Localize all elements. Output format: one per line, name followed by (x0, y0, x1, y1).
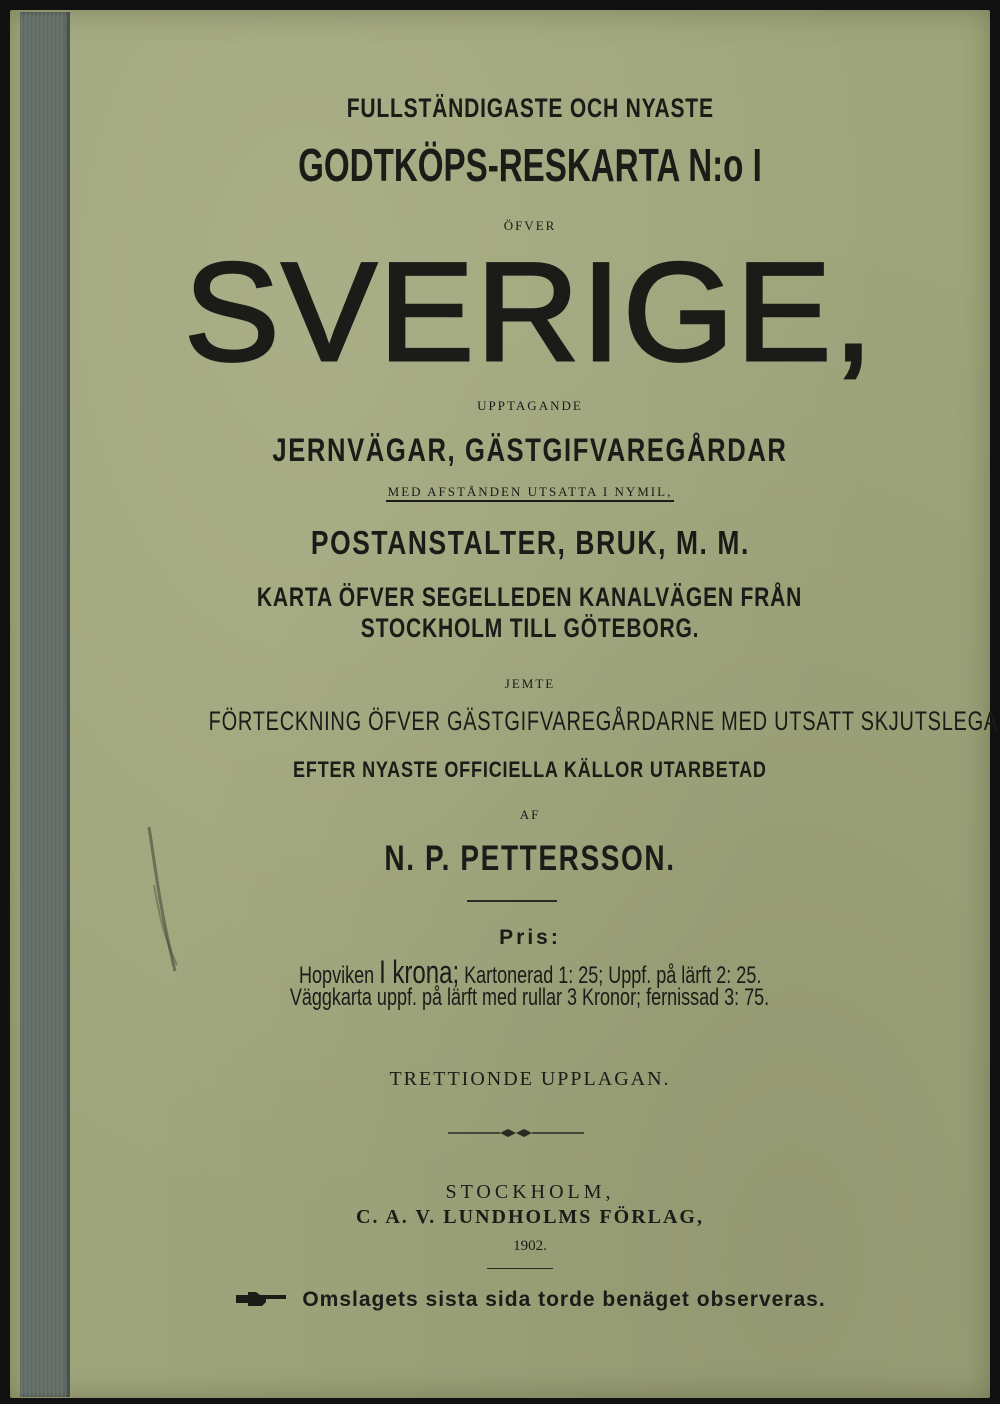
subtitle-line-13: EFTER NYASTE OFFICIELLA KÄLLOR UTARBETAD (293, 757, 767, 782)
publisher-city: STOCKHOLM, (445, 1181, 615, 1203)
pointing-hand-icon (234, 1289, 290, 1309)
price-line-2: Väggkarta uppf. på lärft med rullar 3 Kronor; fernissad 3: 75. (290, 984, 770, 1011)
ornament-divider-icon (448, 1126, 584, 1140)
subtitle-line-6: JERNVÄGAR, GÄSTGIFVAREGÅRDAR (272, 432, 788, 468)
subtitle-line-11: JEMTE (504, 676, 556, 691)
divider-rule (467, 900, 557, 902)
publisher-year: 1902. (513, 1238, 547, 1254)
page-title: SVERIGE, (184, 233, 876, 390)
publisher-name: C. A. V. LUNDHOLMS FÖRLAG, (356, 1206, 704, 1228)
subtitle-line-1: FULLSTÄNDIGASTE OCH NYASTE (346, 93, 714, 123)
subtitle-line-9: KARTA ÖFVER SEGELLEDEN KANALVÄGEN FRÅN (257, 582, 803, 612)
subtitle-line-2: GODTKÖPS-RESKARTA N:o I (298, 139, 762, 191)
subtitle-line-10: STOCKHOLM TILL GÖTEBORG. (360, 613, 700, 643)
subtitle-line-5: UPPTAGANDE (477, 398, 583, 413)
subtitle-line-12: FÖRTECKNING ÖFVER GÄSTGIFVAREGÅRDARNE MED UTSATT SKJUTSLEGA (208, 706, 998, 736)
price-line-1: Hopviken I krona; Kartonerad 1: 25; Uppf. på lärft 2: 25. (298, 954, 762, 990)
subtitle-line-7: MED AFSTÅNDEN UTSATTA I NYMIL, (70, 484, 990, 500)
divider-rule-small (487, 1268, 553, 1269)
edition-text: TRETTIONDE UPPLAGAN. (389, 1068, 671, 1090)
book-spine (20, 12, 70, 1397)
author-name: N. P. PETTERSSON. (384, 839, 676, 878)
subtitle-line-8: POSTANSTALTER, BRUK, M. M. (310, 524, 750, 561)
subtitle-line-3: ÖFVER (503, 218, 557, 233)
footer-note: Omslagets sista sida torde benäget observeras. (70, 1288, 990, 1312)
subtitle-line-14: AF (519, 807, 541, 822)
price-heading: Pris: (499, 926, 561, 949)
